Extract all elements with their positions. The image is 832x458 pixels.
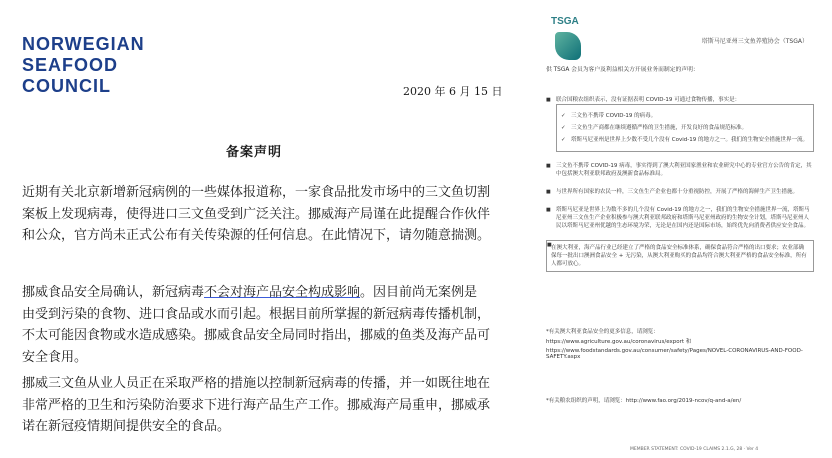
link-fao[interactable]: *有关粮农组织的声明，请浏览：http://www.fao.org/2019-ncov/q-and-a/en/ xyxy=(546,398,742,404)
list-item-text: ■ 联合国粮农组织表示，没有证据表明 COVID-19 可通过食物传播，事实是： xyxy=(556,97,741,103)
logo-line: COUNCIL xyxy=(22,76,111,96)
logo-line: NORWEGIAN xyxy=(22,34,145,54)
tsga-statement xyxy=(510,0,832,458)
check-icon: ✓ xyxy=(561,125,566,131)
tsga-logo-text: TSGA xyxy=(551,16,579,27)
check-icon: ✓ xyxy=(561,137,566,143)
paragraph-2-text: 。因目前尚无案例是由受到污染的食物、进口食品或水而引起。根据目前所掌握的新冠病毒传播机制，不太可能因食物或水造成感染。挪威食品安全局同时指出，挪威的鱼类及海产品可安全食用。 xyxy=(22,285,491,365)
sub-item xyxy=(561,112,809,120)
paragraph-2-text: 挪威食品安全局确认，新冠病毒 xyxy=(22,285,205,300)
document-title: 备案声明 xyxy=(226,145,283,160)
list-item: ■ 在澳大利亚，海产品行业已经建立了严格的食品安全标准体系，确保食品符合严格的出口要求；农业部确保每一批出口澳洲食品安全 + 无污染，从澳大利亚购买的食品均符合澳大利亚严格的食品安全标准，所有人都可放心。 xyxy=(546,240,814,272)
tasmania-map-icon xyxy=(555,32,581,60)
paragraph-2 xyxy=(22,282,490,368)
paragraph-1: 近期有关北京新增新冠病例的一些媒体报道称，一家食品批发市场中的三文鱼切割案板上发现病毒，使得进口三文鱼受到广泛关注。挪威海产局谨在此提醒合作伙伴和公众，官方尚未正式公布有关传染源的任何信息。在此情况下，请勿随意揣测。 xyxy=(22,185,491,243)
sub-item xyxy=(561,124,809,132)
list-item: ■ 塔斯马尼亚是世界上为数不多的几个没有 Covid-19 的地方之一，我们的生物安全措施世界一流，塔斯马尼亚州三文鱼生产企业积极参与澳大利亚联邦政府和塔斯马尼亚州政府的生物安全计划，塔斯马尼亚州人民以塔斯马尼亚州优越的生态环境为荣，无论是在国内还是国际市场，始终优先向消费者供应安全食品。 xyxy=(546,206,814,230)
statement-intro: 供 TSGA 会员为客户及利益相关方开展业务而制定的声明： xyxy=(546,67,699,73)
link-agriculture[interactable]: https://www.agriculture.gov.au/coronavirus/export 和 xyxy=(546,339,692,345)
paragraph-3: 挪威三文鱼从业人员正在采取严格的措施以控制新冠病毒的传播，并一如既往地在非常严格的卫生和污染防治要求下进行海产品生产工作。挪威海产局重申，挪威承诺在新冠疫情期间提供安全的食品。 xyxy=(22,376,491,434)
statement-list xyxy=(546,96,814,282)
sub-item xyxy=(561,136,809,144)
nsc-logo xyxy=(22,34,145,97)
sub-item-text: 三文鱼不携带 COVID-19 的病毒。 xyxy=(571,113,657,119)
contact-note: *有关澳大利亚食品安全的更多信息，请浏览： xyxy=(546,329,659,335)
list-item: ■ 三文鱼不携带 COVID-19 病毒，事实得到了澳大利亚国家渔业和农业研究中心的专业官方公告的肯定，其中包括澳大利亚联邦政府及澳新食品标准局。 xyxy=(546,162,814,178)
list-item: ■ 与世界所有国家的农民一样，三文鱼生产企业也都十分重视防控，开展了严格的海鲜生产卫生措施。 xyxy=(546,188,814,196)
document-date: 2020 年 6 月 15 日 xyxy=(403,85,503,98)
underlined-claim: 不会对海产品安全构成影响 xyxy=(204,285,361,300)
org-name: 塔斯马尼亚州三文鱼养殖协会（TSGA） xyxy=(701,38,808,45)
boxed-points xyxy=(556,104,814,152)
page-footer: MEMBER STATEMENT: COVID-19 CLAIMS 2.1.G, 28 · Ver 4 xyxy=(630,447,759,452)
link-foodstandards[interactable]: https://www.foodstandards.gov.au/consumer/safety/Pages/NOVEL-CORONAVIRUS-AND-FOOD-SAFETY.aspx xyxy=(546,348,803,360)
list-item xyxy=(546,96,814,152)
check-icon: ✓ xyxy=(561,113,566,119)
tsga-logo xyxy=(547,14,587,64)
sub-item-text: 三文鱼生产商都在继续遵循严格的卫生措施，开发良好的食品规范标准。 xyxy=(571,125,748,131)
logo-line: SEAFOOD xyxy=(22,55,119,75)
sub-item-text: 塔斯马尼亚州是世界上少数不受几个没有 Covid-19 的地方之一。我们的生物安全措施世界一流。 xyxy=(571,137,808,143)
